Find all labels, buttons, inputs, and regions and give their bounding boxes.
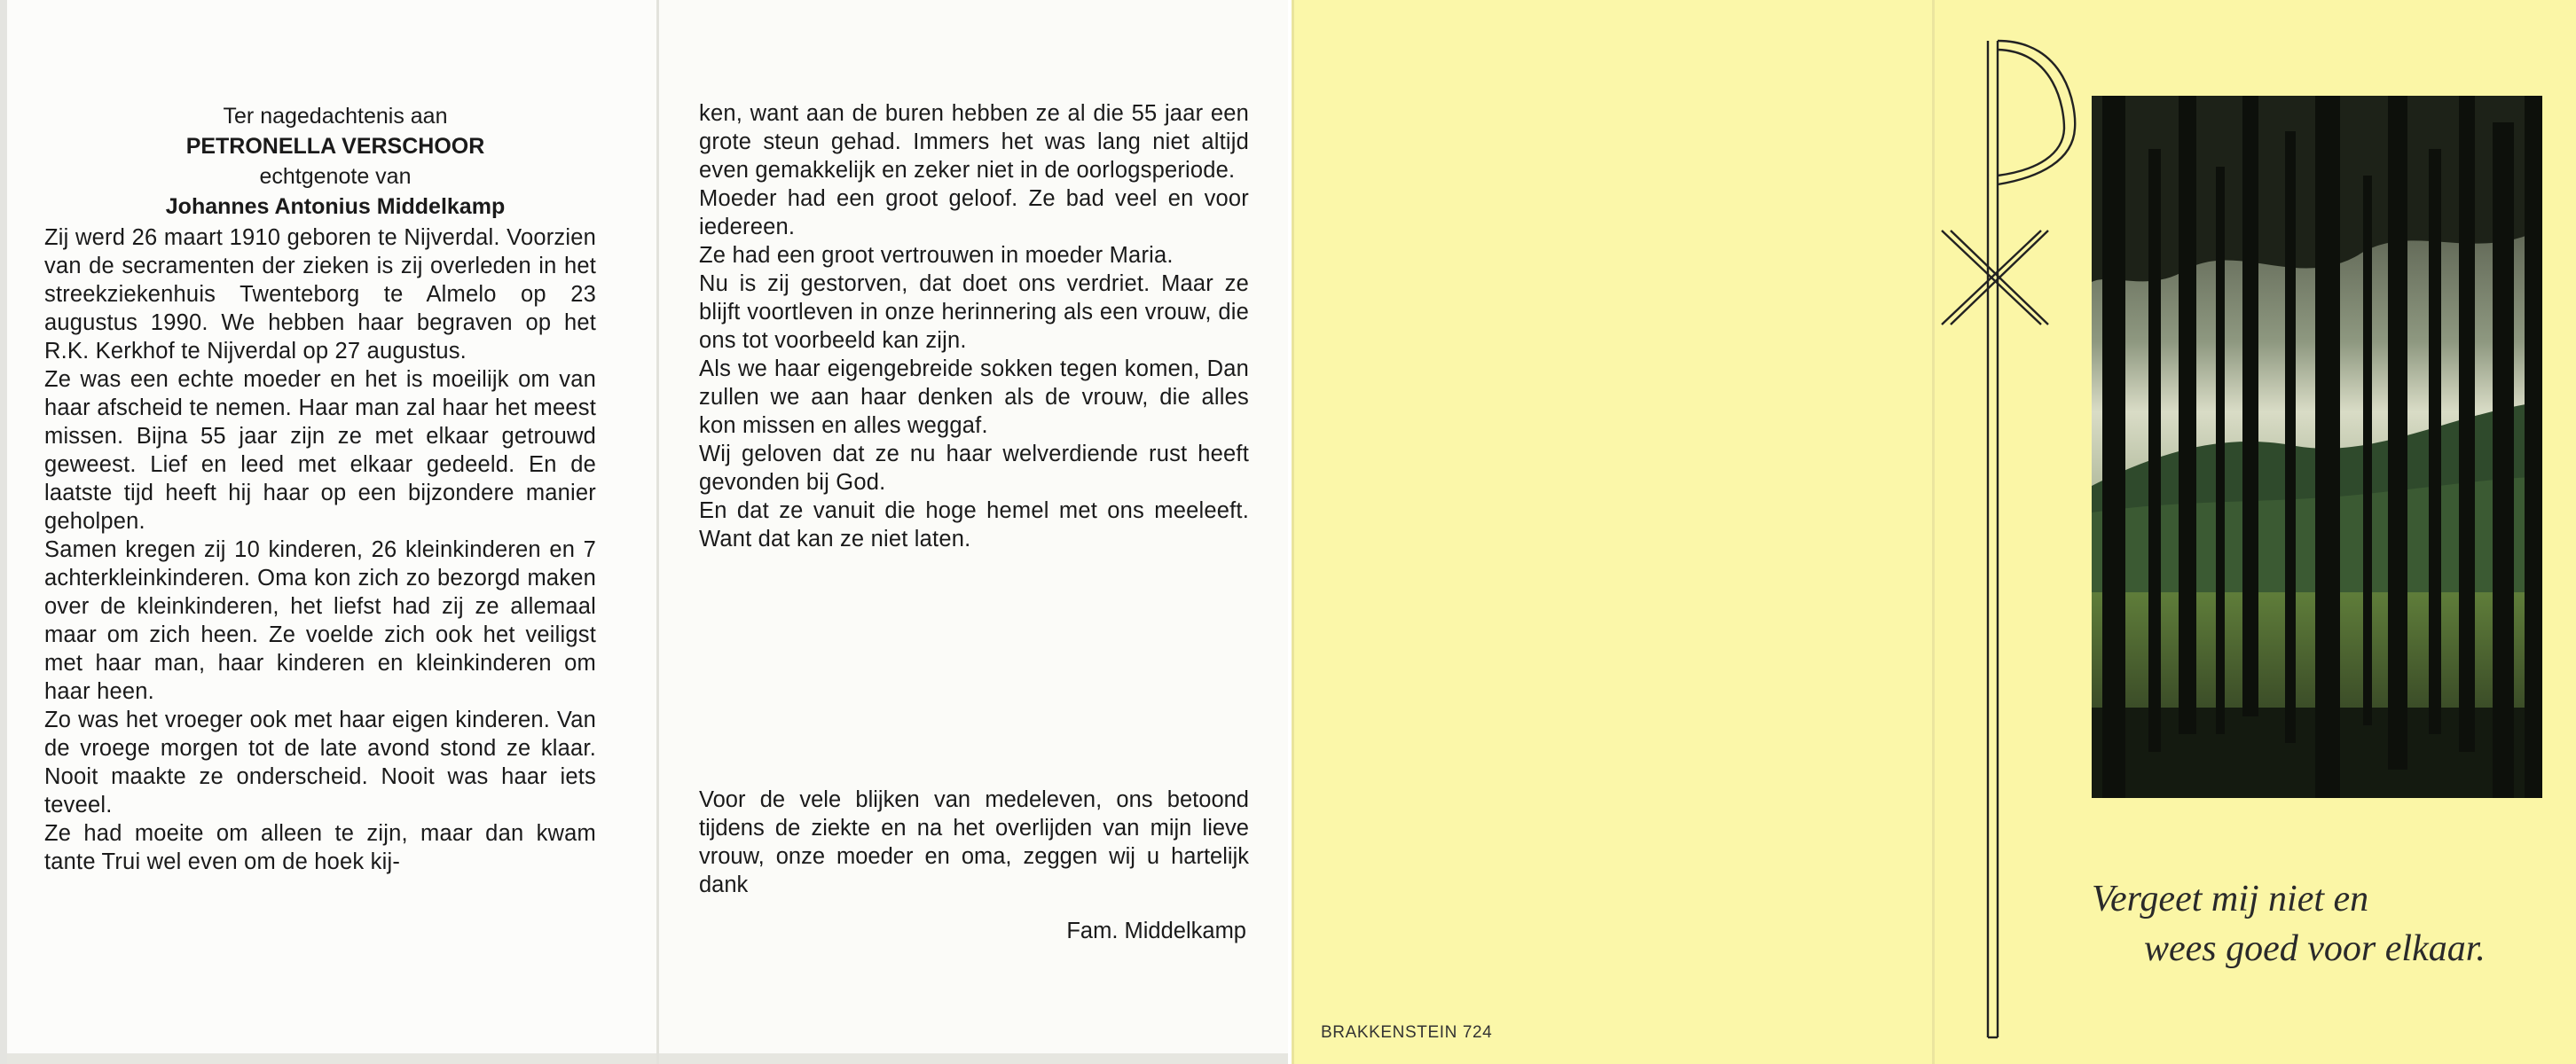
landscape-photo	[2092, 96, 2542, 798]
forest-image	[2092, 96, 2542, 798]
card-edge	[659, 1053, 1288, 1064]
paragraph: Moeder had een groot geloof. Ze bad veel en voor iedereen.	[699, 186, 1249, 239]
biography-text	[44, 223, 596, 876]
paragraph: En dat ze vanuit die hoge hemel met ons meeleeft. Want dat kan ze niet laten.	[699, 498, 1249, 552]
paragraph: Zo was het vroeger ook met haar eigen kinderen. Van de vroege morgen tot de late avond stond ze klaar. Nooit maakte ze onderscheid. Nooit was haar iets teveel.	[44, 708, 596, 818]
card-front-panel	[1932, 0, 2576, 1064]
card-edge	[7, 1053, 656, 1064]
thanks-text: Voor de vele blijken van medeleven, ons betoond tijdens de ziekte en na het overlijden van mijn lieve vrouw, onze moeder en oma, zeggen wij u hartelijk dank	[699, 787, 1249, 897]
memorial-panel-inner	[656, 0, 1288, 1064]
heading-line: echtgenote van	[259, 164, 412, 189]
paragraph: Nu is zij gestorven, dat doet ons verdriet. Maar ze blijft voortleven in onze herinnering als een vrouw, die ons tot voorbeeld kan zijn.	[699, 271, 1249, 353]
paragraph: Zij werd 26 maart 1910 geboren te Nijverdal. Voorzien van de secramenten der zieken is zij overleden in het streekziekenhuis Twenteborg te Almelo op 23 augustus 1990. We hebben haar begraven op het R.K. Kerkhof te Nijverdal op 27 augustus.	[44, 225, 596, 364]
deceased-name: PETRONELLA VERSCHOOR	[185, 134, 485, 159]
heading-line: Ter nagedachtenis aan	[223, 104, 448, 129]
paragraph: Ze had een groot vertrouwen in moeder Maria.	[699, 243, 1174, 268]
card-back-panel	[1292, 0, 1932, 1064]
spouse-name: Johannes Antonius Middelkamp	[165, 194, 506, 219]
paragraph: Samen kregen zij 10 kinderen, 26 kleinkinderen en 7 achterkleinkinderen. Oma kon zich zo bezorgd maken over de kleinkinderen, het liefst had zij ze allemaal maar om zich heen. Ze voelde zich ook het veiligst met haar man, haar kinderen en kleinkinderen om haar heen.	[44, 537, 596, 704]
paragraph: Ze had moeite om alleen te zijn, maar dan kwam tante Trui wel even om de hoek kij-	[44, 821, 596, 874]
memorial-panel-left	[0, 0, 656, 1064]
paragraph: Wij geloven dat ze nu haar welverdiende rust heeft gevonden bij God.	[699, 442, 1249, 495]
publisher-mark: BRAKKENSTEIN 724	[1321, 1023, 1493, 1042]
paragraph: Ze was een echte moeder en het is moeilijk om van haar afscheid te nemen. Haar man zal haar het meest missen. Bijna 55 jaar zijn ze met elkaar getrouwd geweest. Lief en leed met elkaar gedeeld. En de laatste tijd heeft hij haar op een bijzondere manier geholpen.	[44, 367, 596, 534]
paragraph: ken, want aan de buren hebben ze al die 55 jaar een grote steun gehad. Immers het was lang niet altijd even gemakkelijk en zeker niet in de oorlogsperiode.	[699, 101, 1249, 183]
quote-line-2: wees goed voor elkaar.	[2144, 928, 2486, 969]
quote-line-1: Vergeet mij niet en	[2092, 879, 2369, 919]
paragraph: Als we haar eigengebreide sokken tegen komen, Dan zullen we aan haar denken als de vrouw, die alles kon missen en alles weggaf.	[699, 356, 1249, 438]
signature: Fam. Middelkamp	[1066, 919, 1246, 943]
continuation-text	[699, 99, 1249, 553]
memorial-heading	[7, 101, 664, 222]
